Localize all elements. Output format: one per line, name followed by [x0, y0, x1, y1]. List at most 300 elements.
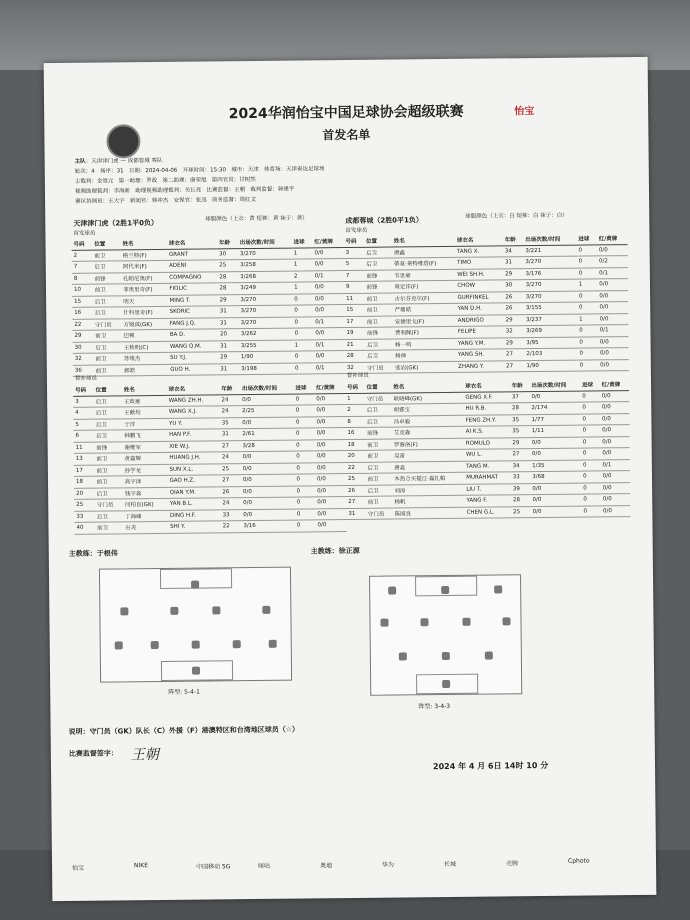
table-cell: 王政豪 [122, 395, 167, 407]
table-cell: QIAN Y.M. [168, 486, 221, 498]
meta-round: 轮次：4 [74, 168, 95, 175]
table-cell: 33 [74, 511, 95, 523]
player-shirt-icon [192, 667, 200, 675]
legend-note: 说明：守门员（GK）队长（C）外援（F）港澳特区和台湾地区球员（☆） [68, 725, 300, 736]
table-cell: 25 [74, 499, 95, 511]
table-cell: 0/0 [530, 483, 581, 495]
table-cell: GAO H.Z. [168, 475, 221, 487]
table-cell: 3/237 [524, 314, 577, 326]
table-cell: 5 [73, 419, 94, 431]
table-cell: 前卫 [95, 522, 123, 534]
player-shirt-icon [420, 618, 428, 626]
table-cell: 0/0 [314, 416, 345, 428]
table-cell: 前锋 [94, 441, 122, 453]
table-cell: 0/0 [530, 437, 581, 449]
table-cell: 冯卓毅 [392, 415, 464, 427]
table-cell: 2 [292, 270, 313, 282]
table-cell: 17 [74, 465, 95, 477]
away-coach: 主教练：徐正源 [310, 546, 360, 556]
table-cell: 0/0 [241, 463, 295, 475]
table-cell: 0 [577, 256, 598, 268]
table-cell: 0/0 [313, 328, 344, 340]
table-cell: ADENI [167, 260, 217, 272]
table-cell: 0/0 [600, 425, 629, 437]
meta-commercial: 商务监督：周红文 [211, 196, 257, 204]
table-cell: 黄嘉辉 [122, 452, 167, 464]
sponsor-logo: 华为 [382, 861, 395, 869]
table-cell: 0 [294, 405, 315, 417]
table-cell: 球衣名 [167, 383, 220, 395]
sponsor-logo: 奥迪 [320, 862, 333, 870]
table-cell: 0 [294, 451, 315, 463]
table-cell: 25 [346, 473, 366, 485]
player-shirt-icon [233, 640, 241, 648]
table-cell: 34 [503, 245, 524, 257]
table-cell: 2/174 [529, 402, 580, 414]
table-cell: 0/0 [313, 305, 344, 317]
table-cell: 0 [577, 348, 598, 360]
table-cell: 0/0 [597, 279, 628, 291]
table-cell: 前卫 [366, 496, 393, 508]
table-cell: 格兰特(F) [121, 249, 167, 261]
table-cell: 0/0 [601, 505, 630, 517]
table-cell: 1 [292, 247, 313, 259]
table-cell: 出场次数/时间 [529, 380, 580, 392]
table-cell: 28 [511, 495, 531, 507]
table-cell: ZHANG Y. [456, 360, 504, 372]
table-cell: 1 [293, 339, 314, 351]
table-cell: 4 [73, 407, 94, 419]
player-shirt-icon [151, 641, 159, 649]
table-cell: 安德里戈(F) [393, 315, 456, 327]
table-cell: 17 [344, 316, 365, 328]
home-subs-body [73, 382, 347, 534]
table-cell: 0 [293, 362, 314, 374]
table-cell: 2 [345, 404, 365, 416]
sponsor-logo: 长城 [444, 860, 457, 869]
table-cell: 0/0 [315, 520, 346, 532]
table-cell: 号码 [343, 236, 364, 247]
table-cell: 年龄 [219, 383, 240, 394]
table-cell: FELIPE [456, 326, 504, 338]
table-cell: 8 [72, 273, 93, 285]
table-cell: 3/268 [238, 271, 292, 283]
table-cell: 后卫 [365, 462, 392, 474]
table-cell: 18 [74, 476, 95, 488]
meta-home-away: 主队：天津津门虎 — 成都蓉城 客队 [74, 157, 163, 165]
away-subs-label: 替补球员 [346, 372, 369, 380]
table-cell: 31 [218, 317, 239, 329]
table-cell: 石炎 [123, 521, 168, 533]
player-shirt-icon [192, 641, 200, 649]
away-starters-label: 首发球员 [345, 227, 368, 235]
table-cell: 0/0 [530, 448, 581, 460]
table-cell: 谢维军 [122, 441, 167, 453]
table-cell: 27 [504, 349, 525, 361]
table-cell: GURFINKEL [455, 291, 503, 303]
table-cell: 1 [577, 279, 598, 291]
table-cell: 6 [73, 430, 94, 442]
table-cell: 3/95 [524, 337, 577, 349]
table-cell: 27 [220, 440, 241, 452]
table-cell: 位置 [364, 236, 392, 247]
table-cell: 13 [74, 453, 95, 465]
table-cell: 孔帕尼奥(F) [121, 272, 167, 284]
table-cell: 蒂莫·莱特维塔(F) [392, 257, 455, 269]
table-cell: 前锋 [364, 281, 392, 293]
table-cell: 明天 [121, 295, 167, 307]
player-shirt-icon [485, 652, 493, 660]
table-cell: 0 [295, 520, 316, 532]
table-cell: YAN D.H. [456, 303, 504, 315]
table-cell: 严鼎皓 [393, 303, 456, 315]
table-cell: 0/0 [314, 351, 345, 363]
table-cell: TIMO [455, 257, 503, 269]
table-cell: CHOW [455, 280, 503, 292]
sponsor-logo: 咪咕 [258, 862, 271, 870]
table-cell: 王秋明(C) [122, 341, 168, 353]
table-cell: TANG M. [464, 460, 511, 472]
table-cell: 28 [217, 271, 238, 283]
table-cell: 0 [581, 448, 601, 460]
table-cell: 0 [581, 494, 601, 506]
table-cell: 0 [577, 336, 598, 348]
sponsor-bar [72, 837, 636, 883]
table-cell: 3/249 [238, 282, 292, 294]
table-cell: 周定洋(F) [392, 280, 455, 292]
team-sheet-paper [44, 57, 657, 901]
table-cell: 0/0 [530, 494, 581, 506]
table-cell: 后卫 [94, 418, 122, 430]
table-cell: 张岩(GK) [393, 361, 456, 373]
table-cell: 0/0 [601, 494, 630, 506]
table-cell: 孙学龙 [123, 464, 168, 476]
table-cell: 0/0 [241, 497, 295, 509]
table-cell: 0/1 [598, 325, 629, 337]
table-cell: 1 [577, 313, 598, 325]
sponsor-logo: Cphoto [567, 857, 590, 865]
brand-logo: 怡宝 [514, 106, 535, 118]
meta-avar: 助理视频助理裁判：关长亮 [135, 187, 202, 195]
table-cell: 22 [346, 462, 366, 474]
table-cell: 0 [580, 402, 600, 414]
player-shirt-icon [120, 607, 128, 615]
table-cell: 姓名 [122, 384, 167, 395]
table-cell: COMPAGNO [167, 271, 217, 283]
table-cell: 0 [294, 416, 315, 428]
table-cell: 刘涛 [392, 484, 464, 496]
meta-ar2: 第二助理：康荣旭 [162, 177, 207, 184]
table-cell: 31 [220, 429, 241, 441]
table-cell: LIU T. [464, 483, 511, 495]
table-cell: 进球 [292, 236, 313, 247]
meta-press: 新闻官：韩冲杰 [129, 197, 169, 205]
table-cell: 前卫 [93, 284, 121, 296]
table-cell: 后卫 [92, 261, 120, 273]
table-cell: 前卫 [92, 249, 120, 261]
table-cell: 0/0 [600, 448, 629, 460]
table-cell: 3/28 [240, 440, 294, 452]
home-formation-pitch [99, 567, 292, 683]
table-cell: 30 [73, 342, 94, 354]
table-cell: 0 [294, 439, 315, 451]
table-cell: 26 [503, 303, 524, 315]
table-cell: 0/0 [313, 282, 344, 294]
table-cell: 0 [581, 505, 601, 517]
sponsor-logo: 壳牌 [506, 860, 519, 868]
table-cell: 0/1 [600, 459, 629, 471]
table-cell: 0/1 [313, 270, 344, 282]
table-cell: 3/270 [523, 256, 576, 268]
table-cell: 30 [217, 248, 238, 260]
table-cell: 35 [510, 426, 530, 438]
away-subs-body [345, 379, 630, 519]
table-cell: 号码 [345, 382, 365, 393]
table-cell: 0/0 [597, 244, 628, 256]
table-cell: 0/0 [531, 506, 582, 518]
table-cell: 后卫 [94, 407, 122, 419]
table-cell: 24 [220, 406, 241, 418]
table-cell: 1 [292, 259, 313, 271]
table-row [346, 505, 630, 519]
table-row [73, 362, 345, 376]
table-cell: 0/0 [312, 247, 343, 259]
table-cell: 2 [72, 250, 93, 262]
table-cell: 37 [510, 391, 530, 403]
table-cell: 吴雷 [392, 449, 464, 461]
table-cell: 位置 [94, 384, 122, 395]
table-cell: FENG ZH.Y. [464, 414, 511, 426]
player-shirt-icon [462, 618, 470, 626]
table-cell: 0/1 [313, 316, 344, 328]
table-cell: 胡睿宝 [391, 403, 463, 415]
away-formation: 阵型: 3-4-3 [418, 702, 451, 711]
table-cell: 31 [503, 257, 524, 269]
table-cell: 罗慕洛(F) [392, 438, 464, 450]
table-cell: 24 [219, 394, 240, 406]
table-cell: 0/0 [241, 474, 295, 486]
home-starters-table [71, 236, 344, 377]
meta-referee: 主裁判：金崇元 [74, 178, 114, 185]
table-cell: 27 [510, 449, 530, 461]
table-cell: 后卫 [364, 258, 392, 270]
table-cell: WU L. [464, 449, 511, 461]
table-cell: 守门员 [365, 362, 393, 374]
meta-supervisor: 比赛监督：王朝 [206, 187, 246, 194]
table-cell: 0/0 [598, 359, 629, 371]
away-team-name: 成都蓉城（2胜0平1负） [345, 216, 423, 226]
table-cell: HUANG J.H. [167, 452, 220, 464]
table-cell: YAN B.L. [168, 498, 221, 510]
table-cell: 0 [294, 462, 315, 474]
table-cell: AI K.S. [464, 426, 511, 438]
home-formation: 阵型: 5-4-1 [168, 688, 200, 696]
table-cell: MING T. [167, 294, 217, 306]
table-cell: 1/77 [530, 414, 581, 426]
table-cell: GRANT [167, 248, 217, 260]
table-cell: MURAHMAT [464, 472, 511, 484]
match-meta [75, 151, 635, 207]
table-cell: 35 [510, 414, 530, 426]
table-cell: FIOLIC [167, 283, 217, 295]
table-cell: 费利佩(F) [393, 326, 456, 338]
table-cell: 前卫 [93, 353, 121, 365]
sponsor-logo: 中国移动 5G [196, 863, 231, 871]
table-cell: 陈国良 [393, 507, 465, 519]
table-cell: 后卫 [95, 487, 123, 499]
table-cell: 26 [503, 291, 524, 303]
table-cell: 前卫 [365, 293, 393, 305]
table-cell: 3/270 [238, 305, 292, 317]
table-cell: 0 [577, 325, 598, 337]
table-cell: SU Y.J. [168, 352, 218, 364]
table-cell: 古尔芬克尔(F) [392, 292, 455, 304]
table-cell: 3/270 [524, 291, 577, 303]
table-cell: 后卫 [95, 510, 123, 522]
table-cell: 0/2 [597, 256, 628, 268]
table-cell: 后卫 [365, 416, 392, 428]
table-cell: 前卫 [93, 330, 121, 342]
table-cell: 34 [511, 460, 531, 472]
away-starters-body [343, 233, 628, 373]
player-shirt-icon [380, 619, 388, 627]
table-cell: 27 [504, 360, 525, 372]
sign-datetime: 2024 年 4 月 6日 14时 10 分 [432, 760, 549, 772]
table-cell: GUO H. [168, 363, 218, 375]
table-cell: 韩鹏飞 [122, 429, 167, 441]
table-cell: 3/270 [238, 294, 292, 306]
table-cell: 0 [577, 267, 598, 279]
table-cell: 0/0 [315, 474, 346, 486]
meta-security: 安保官：张迅 [173, 197, 207, 204]
table-cell: 0 [577, 302, 598, 314]
table-cell: 1 [345, 393, 365, 405]
table-cell: 0/0 [597, 290, 628, 302]
table-cell: YANG Y.M. [456, 337, 504, 349]
table-cell: 王献均 [122, 406, 167, 418]
table-cell: 后卫 [94, 430, 122, 442]
table-cell: 前锋 [365, 327, 393, 339]
table-cell: YANG SH. [456, 349, 504, 361]
table-cell: HU R.B. [463, 403, 510, 415]
table-cell: 28 [510, 403, 530, 415]
table-cell: 32 [504, 326, 525, 338]
table-cell: 3/270 [524, 279, 577, 291]
table-cell: 耿晓峰(GK) [391, 392, 463, 404]
table-cell: 0 [578, 359, 599, 371]
table-cell: 球衣名 [167, 237, 217, 249]
table-cell: 0/0 [315, 497, 346, 509]
table-cell: 3/262 [239, 328, 293, 340]
table-cell: 1/90 [524, 360, 577, 372]
table-cell: 0/0 [315, 485, 346, 497]
table-cell: 3/198 [239, 363, 293, 375]
table-cell: 0/0 [600, 413, 629, 425]
table-cell: 钱宇淼 [123, 487, 168, 499]
table-cell: SUN X.L. [167, 463, 220, 475]
table-cell: 0/0 [600, 436, 629, 448]
player-shirt-icon [191, 581, 199, 589]
table-cell: 0/0 [597, 302, 628, 314]
table-cell: 33 [221, 509, 242, 521]
table-cell: ROMULO [464, 437, 511, 449]
table-cell: 后卫 [93, 307, 121, 319]
table-cell: 28 [217, 283, 238, 295]
table-cell: 3/16 [241, 520, 295, 532]
table-cell: 25 [217, 260, 238, 272]
table-cell: 0/0 [240, 394, 294, 406]
player-shirt-icon [502, 617, 510, 625]
table-cell: 郭皓 [122, 364, 168, 376]
table-cell: 3 [73, 396, 94, 408]
table-cell: 16 [345, 427, 365, 439]
player-shirt-icon [262, 606, 270, 614]
table-cell: 0 [581, 471, 601, 483]
table-cell: 22 [72, 319, 93, 331]
table-cell: 守门员 [365, 393, 392, 405]
table-cell: 26 [346, 485, 366, 497]
table-cell: 姓名 [391, 381, 463, 393]
table-cell: 0 [292, 293, 313, 305]
table-cell: 33 [511, 472, 531, 484]
home-starters-label: 首发球员 [73, 230, 96, 237]
player-shirt-icon [212, 606, 220, 614]
table-row [345, 359, 629, 373]
table-cell: 5 [344, 258, 365, 270]
table-cell: 19 [344, 327, 365, 339]
table-cell: SHI Y. [168, 521, 221, 533]
table-cell: 1/35 [530, 460, 581, 472]
table-cell: 姓名 [392, 235, 455, 247]
table-cell: 前卫 [365, 316, 393, 328]
table-cell: 0 [580, 390, 600, 402]
table-cell: 后卫 [94, 395, 122, 407]
table-cell: 0/0 [601, 471, 630, 483]
signature-label: 比赛监督签字： [68, 749, 118, 758]
table-cell: 3/269 [524, 325, 577, 337]
table-cell: HAN P.F. [167, 429, 220, 441]
table-cell: 29 [504, 337, 525, 349]
home-subs-table [73, 382, 347, 534]
table-cell: 35 [220, 417, 241, 429]
table-cell: 年龄 [217, 237, 238, 248]
table-cell: 0 [581, 482, 601, 494]
player-shirt-icon [170, 607, 178, 615]
table-cell: 什科里奇(F) [121, 306, 167, 318]
table-cell: 0/0 [601, 482, 630, 494]
table-cell: 后卫 [93, 295, 121, 307]
table-cell: 前卫 [365, 439, 392, 451]
table-cell: 2/25 [240, 405, 294, 417]
table-cell: 0/1 [313, 339, 344, 351]
table-cell: 22 [221, 521, 242, 533]
away-subs-table [345, 379, 630, 520]
table-cell: 0/0 [313, 293, 344, 305]
table-cell: 7 [344, 270, 365, 282]
table-cell: 前锋 [365, 427, 392, 439]
away-kit: 球服颜色（上衣：白 短裤：白 袜子：白） [465, 212, 568, 220]
table-cell: ANDRIGO [456, 314, 504, 326]
table-cell: 前卫 [95, 476, 123, 488]
table-cell: 21 [345, 339, 366, 351]
meta-coordinator: 赛区协调员：王大宇 [75, 198, 125, 205]
away-starters-table [343, 233, 628, 374]
table-cell: 出场次数/时间 [240, 383, 294, 395]
table-row [74, 520, 346, 534]
table-cell: 0 [292, 305, 313, 317]
table-cell: 31 [218, 363, 239, 375]
table-cell: 39 [511, 483, 531, 495]
